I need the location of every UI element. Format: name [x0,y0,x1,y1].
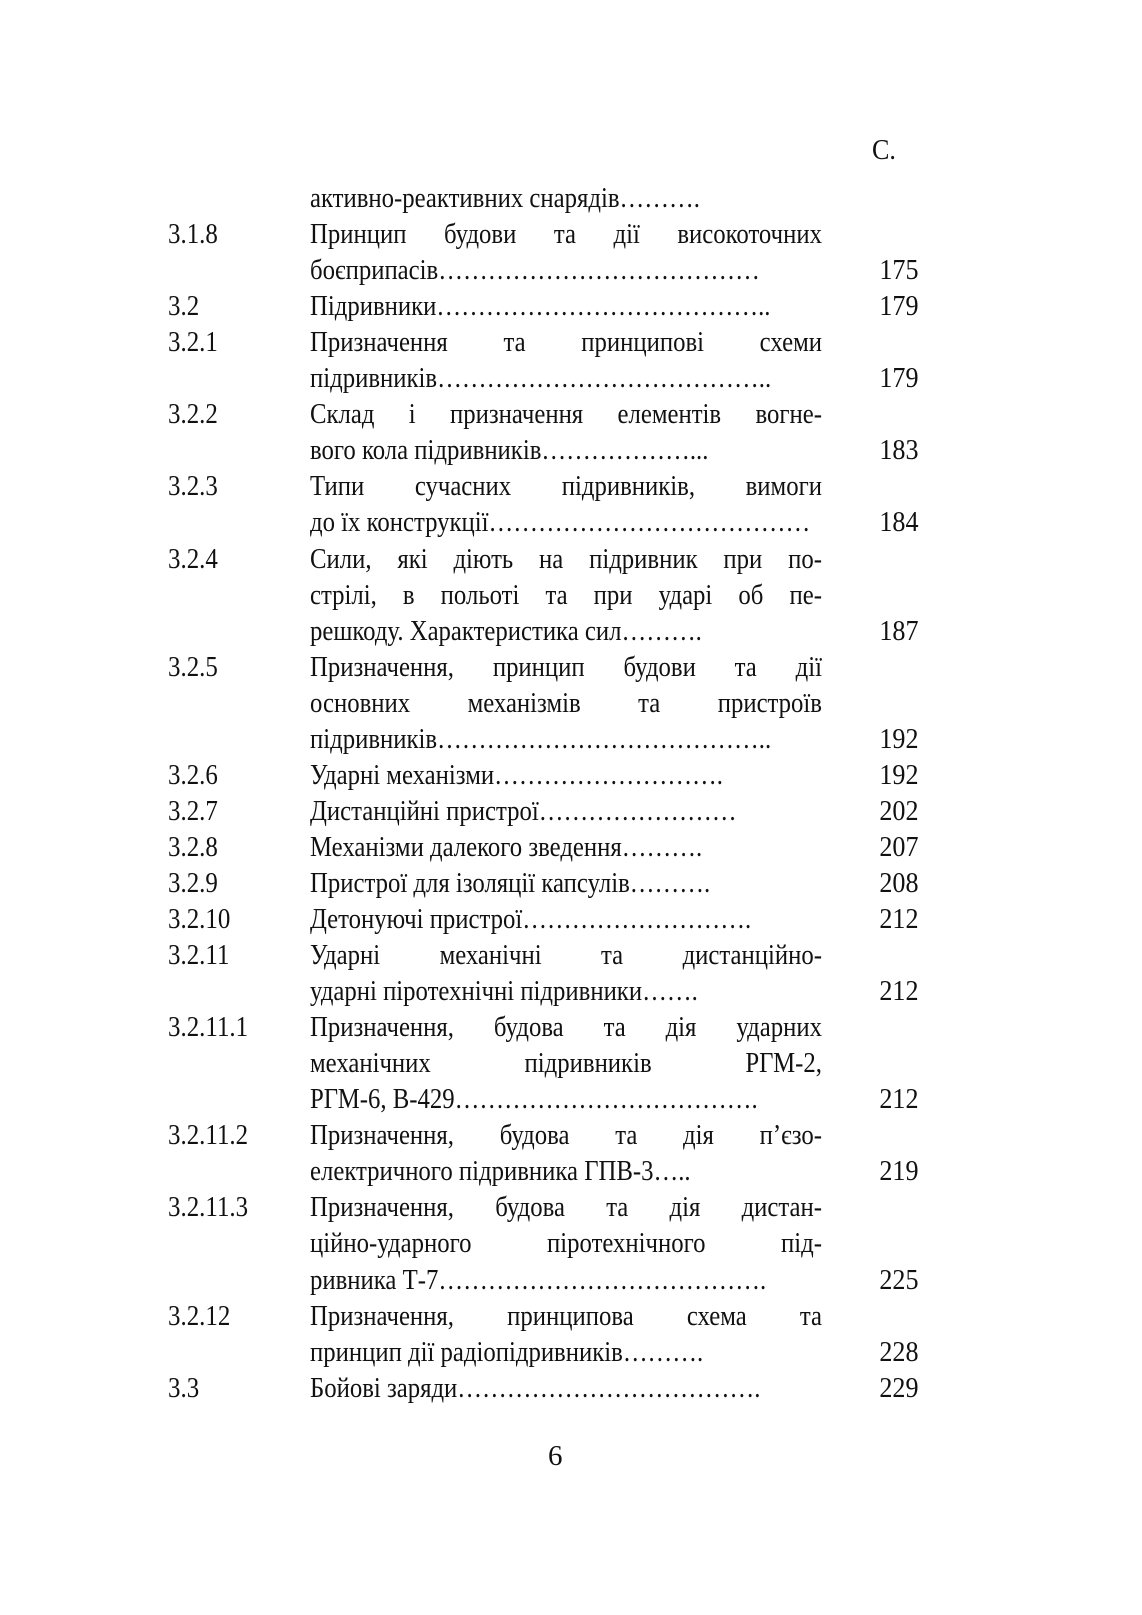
section-title-text: боєприпасів………………………………… [310,254,760,287]
section-title-text: Механізми далекого зведення………. [310,830,703,863]
section-title-text: Принцип будови та дії високоточних [310,218,822,251]
section-title-line [310,759,822,799]
section-title-text: Склад і призначення елементів вогне- [310,398,822,431]
page-ref: 228 [878,1335,918,1368]
section-number: 3.3 [168,1371,200,1404]
toc-entry-line [0,290,1142,326]
section-title-text: ривника Т-7…………………………………. [310,1263,767,1296]
section-title-line [310,1372,822,1412]
section-title-text: стрілі, в польоті та при ударі об пе- [310,578,822,611]
section-title-line [310,398,822,438]
section-title-line [310,1264,822,1304]
toc-entry-line [0,362,1142,398]
toc-entry-line [0,1119,1142,1155]
section-title-text: основних механізмів та пристроїв [310,686,822,719]
section-title-line [310,867,822,907]
toc-entry-line [0,1336,1142,1372]
section-title-line [310,651,822,691]
section-title-text: Призначення та принципові схеми [310,326,822,359]
section-title-text: Типи сучасних підривників, вимоги [310,470,822,503]
toc-entry-line [0,218,1142,254]
section-title-line [310,615,822,655]
section-title-line [310,903,822,943]
page-ref: 229 [878,1371,918,1404]
section-title-text: ційно-ударного піротехнічного під- [310,1227,822,1260]
section-title-line [310,975,822,1015]
toc-entry-line [0,1300,1142,1336]
page-ref: 207 [878,830,918,863]
page-ref: 219 [878,1155,918,1188]
toc-entry-line [0,975,1142,1011]
section-title-text: механічних підривників РГМ-2, [310,1047,822,1080]
section-title-text: Детонуючі пристрої………………………. [310,903,752,935]
section-title-line [310,1155,822,1195]
section-title-line [310,795,822,835]
section-number: 3.2.2 [168,398,218,431]
section-number: 3.1.8 [168,218,218,251]
toc-entry-line [0,398,1142,434]
section-title-line [310,470,822,510]
section-title-line [310,506,822,546]
section-title-line [310,218,822,258]
page-ref: 212 [878,975,918,1008]
section-number: 3.2.11.1 [168,1011,249,1044]
section-title-text: електричного підривника ГПВ-3….. [310,1155,691,1188]
page-ref: 179 [878,362,918,395]
toc-entry-line [0,1155,1142,1191]
toc-entry-line [0,543,1142,579]
section-number: 3.2 [168,290,200,323]
section-title-line [310,290,822,330]
section-title-text: вого кола підривників………………... [310,434,709,467]
section-title-text: Пристрої для ізоляції капсулів………. [310,866,711,899]
page-ref: 175 [878,254,918,287]
section-number: 3.2.11.2 [168,1119,249,1152]
section-title-text: принцип дії радіопідривників………. [310,1335,704,1368]
section-title-line [310,1300,822,1340]
section-number: 3.2.8 [168,830,218,863]
section-title-line [310,1227,822,1267]
section-title-text: підривників………………………………….. [310,362,772,395]
section-title-line [310,1336,822,1376]
section-title-text: Сили, які діють на підривник при по- [310,542,822,575]
toc-entry-line [0,831,1142,867]
section-title-text: Підривники………………………………….. [310,290,771,323]
toc-entry-line [0,1191,1142,1227]
page-ref: 184 [878,506,918,539]
toc-entry-line [0,795,1142,831]
section-number: 3.2.5 [168,650,218,683]
section-title-line [310,326,822,366]
section-title-text: підривників………………………………….. [310,722,772,755]
toc-entry-line [0,723,1142,759]
section-number: 3.2.3 [168,470,218,503]
section-title-line [310,182,822,222]
toc-entry-line [0,326,1142,362]
toc-entry-line [0,903,1142,939]
section-title-text: Дистанційні пристрої…………………… [310,794,737,827]
section-title-text: активно-реактивних снарядів………. [310,182,700,214]
section-title-text: Призначення, принцип будови та дії [310,650,822,683]
page-number: 6 [548,1440,563,1472]
page-column-label: С. [872,134,896,166]
toc-entry-line [0,759,1142,795]
toc-entry-line [0,1047,1142,1083]
page-ref: 183 [878,434,918,467]
section-title-line [310,939,822,979]
section-title-line [310,1119,822,1159]
section-title-line [310,579,822,619]
toc-entry-line [0,254,1142,290]
toc-entry-line [0,651,1142,687]
toc-entry-line [0,867,1142,903]
page-ref: 212 [878,1083,918,1116]
section-number: 3.2.1 [168,326,218,359]
section-title-text: Призначення, будова та дія дистан- [310,1191,822,1224]
toc-entry-line [0,470,1142,506]
section-title-line [310,543,822,583]
section-title-text: Призначення, будова та дія ударних [310,1011,822,1044]
page-ref: 202 [878,794,918,827]
toc-entry-line [0,182,1142,218]
section-title-text: Бойові заряди………………………………. [310,1371,761,1404]
section-title-line [310,723,822,763]
section-title-line [310,831,822,871]
page-ref: 179 [878,290,918,323]
page-ref: 208 [878,866,918,899]
section-title-line [310,434,822,474]
section-title-text: Призначення, принципова схема та [310,1299,822,1332]
toc-entry-line [0,1227,1142,1263]
section-title-text: РГМ-6, В-429………………………………. [310,1083,758,1116]
section-title-line [310,687,822,727]
toc-entry-line [0,687,1142,723]
section-title-line [310,1191,822,1231]
toc-entry-line [0,615,1142,651]
toc-entry-line [0,1011,1142,1047]
page-ref: 212 [878,903,918,935]
section-title-line [310,1011,822,1051]
toc-entry-line [0,506,1142,542]
section-title-text: решкоду. Характеристика сил………. [310,614,702,647]
section-title-line [310,1083,822,1123]
section-title-text: Призначення, будова та дія п’єзо- [310,1119,822,1152]
section-number: 3.2.7 [168,794,218,827]
section-number: 3.2.11 [168,939,230,972]
section-number: 3.2.4 [168,542,218,575]
page-ref: 192 [878,758,918,791]
page-ref: 187 [878,614,918,647]
toc-entry-line [0,1083,1142,1119]
section-title-text: ударні піротехнічні підривники……. [310,975,698,1008]
page-ref: 225 [878,1263,918,1296]
section-title-text: Ударні механічні та дистанційно- [310,939,822,972]
section-title-text: Ударні механізми………………………. [310,758,723,791]
toc-entry-line [0,1264,1142,1300]
section-number: 3.2.9 [168,866,218,899]
section-title-line [310,362,822,402]
section-number: 3.2.11.3 [168,1191,249,1224]
toc-entry-line [0,1372,1142,1408]
section-number: 3.2.10 [168,903,231,935]
section-number: 3.2.6 [168,758,218,791]
toc-entry-line [0,579,1142,615]
section-number: 3.2.12 [168,1299,231,1332]
section-title-text: до їх конструкції………………………………… [310,506,811,539]
toc-entry-line [0,939,1142,975]
page-ref: 192 [878,722,918,755]
toc-entry-line [0,434,1142,470]
section-title-line [310,1047,822,1087]
section-title-line [310,254,822,294]
